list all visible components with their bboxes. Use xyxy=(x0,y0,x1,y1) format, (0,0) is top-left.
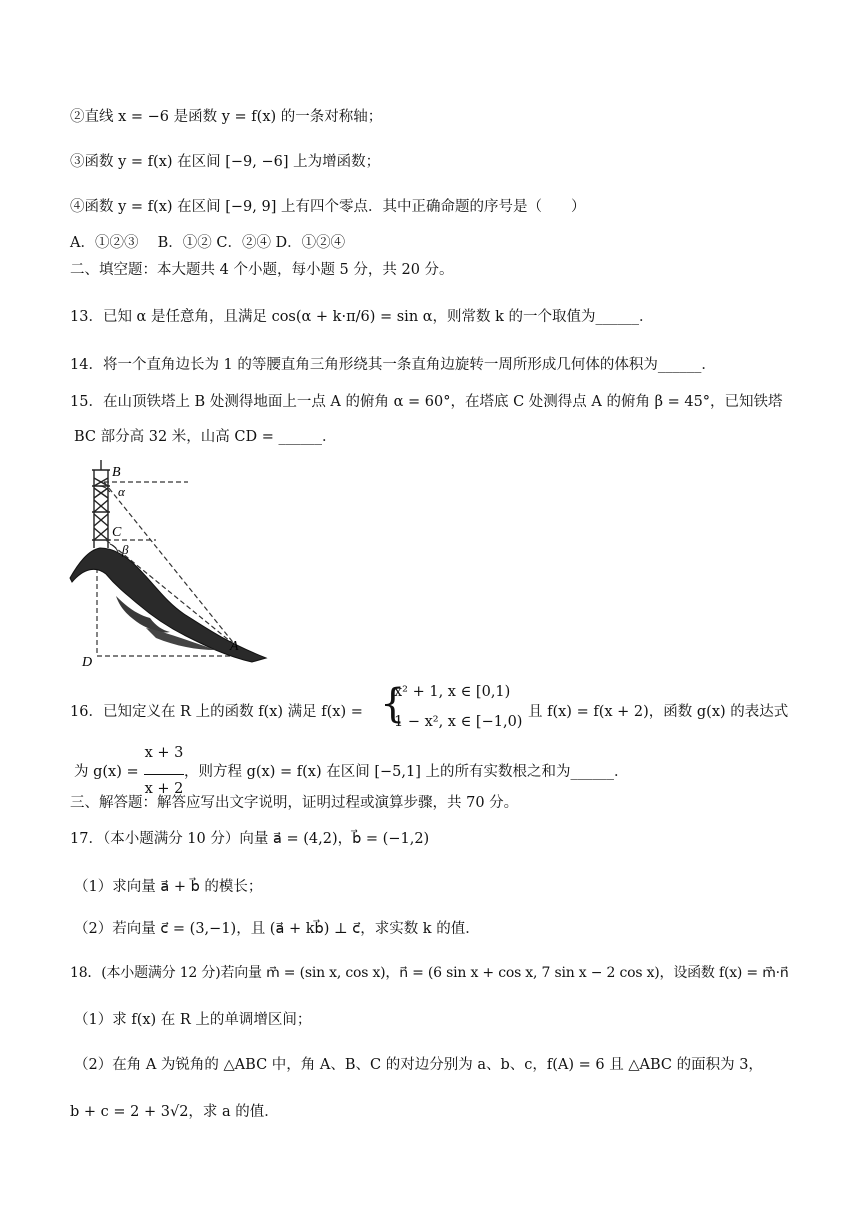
label-beta: β xyxy=(122,542,129,557)
question-18-part-2-line-1: （2）在角 A 为锐角的 △ABC 中，角 A、B、C 的对边分别为 a、b、c，f(A) = 6 且 △ABC 的面积为 3， xyxy=(74,1057,763,1073)
question-16-stem-continued: 且 f(x) = f(x + 2)，函数 g(x) 的表达式 xyxy=(528,704,789,720)
question-17-part-2: （2）若向量 c⃗ = (3,−1)，且 (a⃗ + kb⃗) ⊥ c⃗，求实数 k 的值． xyxy=(74,921,480,937)
fraction-bar xyxy=(144,774,184,775)
label-A: A xyxy=(230,639,239,654)
question-16-g-label: 为 g(x) = xyxy=(74,764,139,780)
question-18-part-1: （1）求 f(x) 在 R 上的单调增区间； xyxy=(74,1012,312,1028)
label-C: C xyxy=(112,525,122,540)
question-15-line-1: 15．在山顶铁塔上 B 处测得地面上一点 A 的俯角 α = 60°，在塔底 C 处测得点 A 的俯角 β = 45°，已知铁塔 xyxy=(70,394,783,410)
piecewise-case-1: x² + 1, x ∈ [0,1) xyxy=(394,684,511,700)
section-2-heading: 二、填空题：本大题共 4 个小题，每小题 5 分，共 20 分。 xyxy=(70,262,454,278)
section-3-heading: 三、解答题：解答应写出文字说明，证明过程或演算步骤，共 70 分。 xyxy=(70,795,519,811)
question-17-part-1: （1）求向量 a⃗ + b⃗ 的模长； xyxy=(74,879,263,895)
q12-item-2: ②直线 x = −6 是函数 y = f(x) 的一条对称轴； xyxy=(70,109,383,125)
question-18: 18．(本小题满分 12 分)若向量 m⃗ = (sin x, cos x)，n⃗ = (6 sin x + cos x, 7 sin x − 2 cos x)，设函数 f(x) = m⃗·n⃗ xyxy=(70,965,789,981)
question-16-stem: 16．已知定义在 R 上的函数 f(x) 满足 f(x) = xyxy=(70,704,363,720)
tower-figure xyxy=(66,456,276,670)
q12-item-4: ④函数 y = f(x) 在区间 [−9, 9] 上有四个零点．其中正确命题的序号是（ ） xyxy=(70,199,586,215)
label-B: B xyxy=(112,465,121,480)
question-16-tail: ，则方程 g(x) = f(x) 在区间 [−5,1] 上的所有实数根之和为______． xyxy=(184,764,629,780)
q12-item-3: ③函数 y = f(x) 在区间 [−9, −6] 上为增函数； xyxy=(70,154,381,170)
question-15-line-2: BC 部分高 32 米，山高 CD = ______． xyxy=(74,429,337,445)
question-13: 13．已知 α 是任意角，且满足 cos(α + k·π/6) = sin α，则常数 k 的一个取值为______． xyxy=(70,309,654,325)
q12-options: A．①②③ B．①② C．②④ D．①②④ xyxy=(70,235,346,251)
question-17: 17．（本小题满分 10 分）向量 a⃗ = (4,2)，b⃗ = (−1,2) xyxy=(70,831,430,847)
label-alpha: α xyxy=(118,484,125,499)
piecewise-brace: { xyxy=(380,681,406,727)
question-14: 14．将一个直角边长为 1 的等腰直角三角形绕其一条直角边旋转一周所形成几何体的体积为______． xyxy=(70,357,716,373)
g-fraction-denominator: x + 2 xyxy=(144,781,184,797)
piecewise-case-2: 1 − x², x ∈ [−1,0) xyxy=(394,714,523,730)
label-D: D xyxy=(82,655,93,670)
g-fraction-numerator: x + 3 xyxy=(144,745,184,761)
question-18-part-2-line-2: b + c = 2 + 3√2，求 a 的值． xyxy=(70,1104,279,1120)
tower-diagram xyxy=(66,456,276,670)
g-fraction xyxy=(144,744,184,798)
